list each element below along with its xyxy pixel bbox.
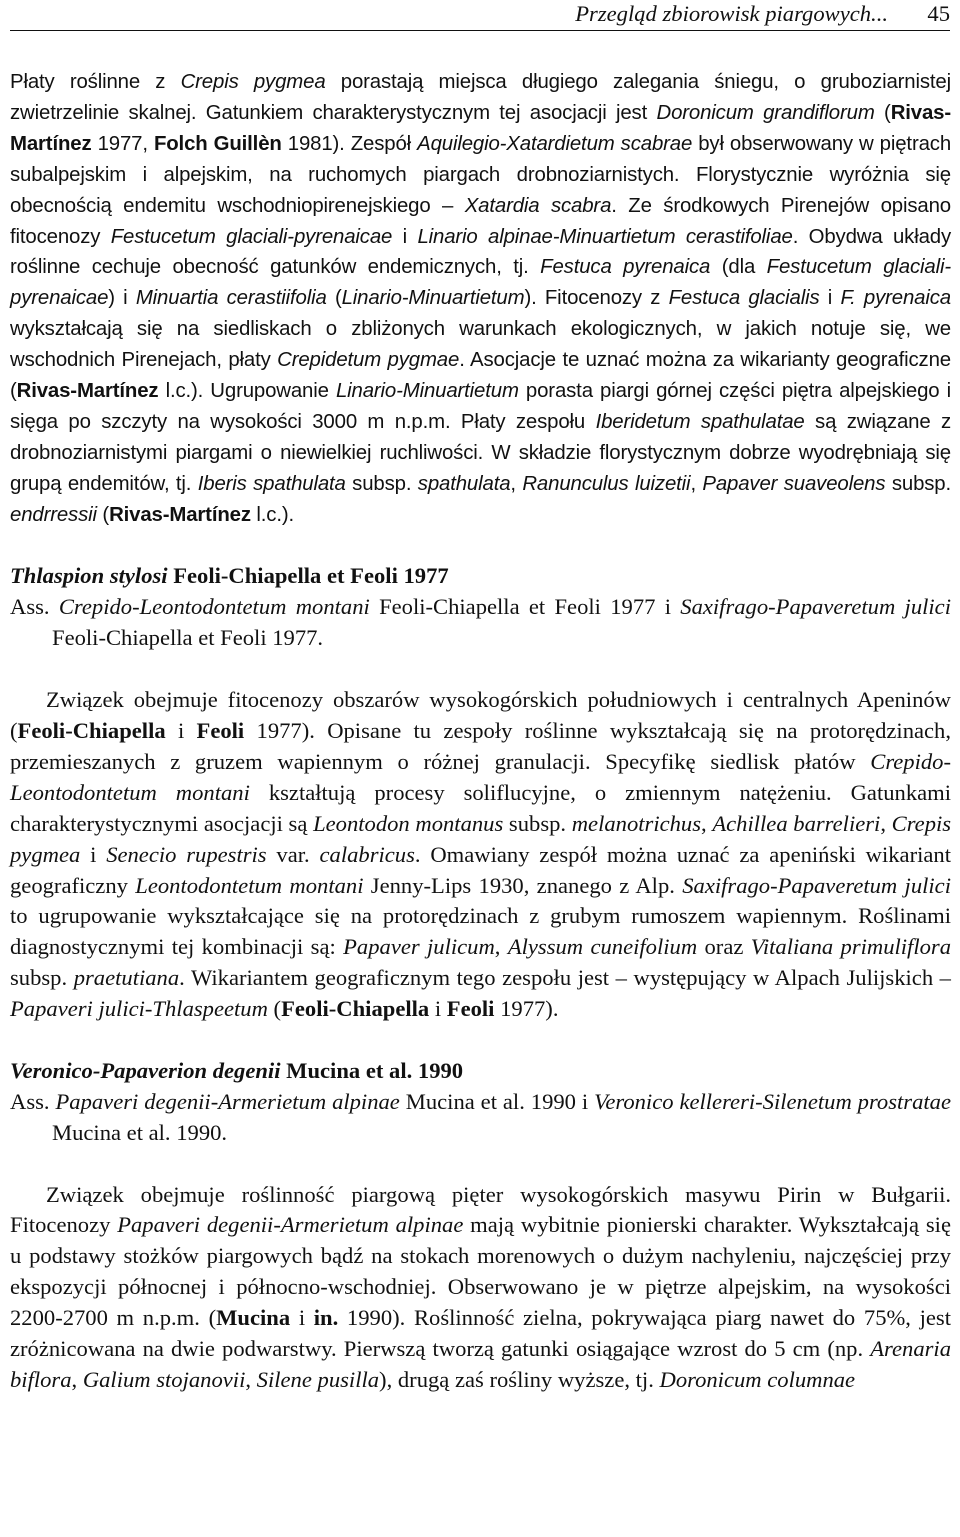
text-run: i — [429, 996, 447, 1022]
page-body — [10, 67, 951, 1396]
text-run: Papaveri degenii-Armerietum alpinae — [117, 1212, 464, 1238]
text-run: Aquilegio-Xatardietum scabrae — [417, 132, 693, 155]
text-run: Papaveri julici-Thlaspeetum — [10, 996, 268, 1022]
paragraph-pirin — [10, 1180, 951, 1396]
text-run: melanotrichus — [571, 810, 702, 836]
text-run: Związek obejmuje fitocenozy obszarów wysokogórskich południowych i centralnych Apeninów ( — [10, 687, 951, 743]
text-run: , — [510, 472, 523, 495]
text-run: l.c.). — [250, 503, 295, 526]
text-run: Ranunculus luizetii — [522, 472, 691, 495]
text-run: ), drugą zaś rośliny wyższe, tj. — [379, 1367, 660, 1392]
text-run: 1981). Zespół — [281, 132, 418, 155]
text-run: Linario-Minuartietum — [335, 380, 519, 403]
text-run: Senecio rupestris — [106, 841, 267, 867]
text-run: Linario-Minuartietum — [341, 287, 525, 310]
text-run: Mucina et al. 1990 — [280, 1057, 464, 1083]
text-run: Achillea barrelieri — [712, 810, 881, 836]
text-run: F. pyrenaica — [840, 287, 951, 310]
text-run: ( — [96, 503, 110, 526]
text-run: Jenny-Lips 1930, znanego z Alp. — [363, 872, 683, 898]
text-run: 1977). — [494, 996, 559, 1022]
synonym-papaveri-degenii — [10, 1087, 951, 1149]
text-run: Mucina et al. 1990. — [52, 1119, 228, 1145]
text-run: subsp. — [10, 965, 74, 991]
text-run: Festuca glacialis — [668, 287, 820, 310]
text-run: . Asocjacje te uznać można za wikarianty geograficzne ( — [10, 349, 951, 403]
text-run: Papaveri degenii-Armerietum alpinae — [55, 1088, 400, 1114]
text-run: Vitaliana primuliflora — [750, 934, 952, 960]
text-run: , — [701, 810, 713, 836]
text-run: mają wybitnie pionierski charakter. Wykształcają się u podstawy stożków piargowych bądź na stokach morenowych o dużym nachyleniu, najczęściej przy ekspozycji północnej i północno-wschodniej. Obserwowano je w piętrze alpejskim, na wysokości 2200-2700 m n.p.m. ( — [10, 1212, 951, 1331]
text-run: to ugrupowanie wykształcające się na protorędzinach z grubym rumoszem wapiennym. Roślinami diagnostycznymi tej kombinacji są: — [10, 903, 951, 960]
text-run: , — [494, 934, 508, 960]
text-run: l.c.). Ugrupowanie — [158, 380, 336, 403]
text-run: ) i — [108, 287, 136, 310]
text-run: Linario alpinae-Minuartietum cerastifoliae — [417, 225, 793, 248]
text-run: ( — [326, 287, 342, 310]
text-run: , — [690, 472, 703, 495]
synonym-crepido-leontodontetum — [10, 592, 951, 654]
text-run: Arenaria biflora — [10, 1336, 951, 1392]
text-run: Rivas-Martínez — [109, 503, 251, 526]
text-run: Związek obejmuje roślinność piargową pięter wysokogórskich masywu Pirin w Bułgarii. Fitocenozy — [10, 1181, 951, 1238]
text-run: spathulata — [417, 472, 511, 495]
text-run: 1977). Opisane tu zespoły roślinne wykształcają się na protorędzinach, przemieszanych z gruzem wapiennym o różnej granulacji. Specyfikę siedlisk płatów — [10, 718, 951, 774]
text-run: Feoli-Chiapella et Feoli 1977 i — [369, 594, 681, 620]
text-run: wykształcają się na siedliskach o zbliżonych warunkach ekologicznych, w jakich notuje się, we wschodnich Pirenejach, płaty — [10, 318, 951, 372]
text-run: endrressii — [10, 503, 97, 526]
text-run: praetutiana — [73, 965, 180, 991]
text-run: Crepido-Leontodontetum montani — [58, 594, 370, 620]
text-run: ( — [267, 996, 282, 1022]
text-run: Feoli-Chiapella et Feoli 1977 — [167, 563, 449, 589]
text-run: Płaty roślinne z — [10, 71, 181, 93]
text-run: i — [290, 1305, 314, 1331]
text-run: Crepis pygmea — [180, 71, 326, 93]
text-run: Veronico kellereri-Silenetum prostratae — [594, 1088, 951, 1114]
running-title: Przegląd zbiorowisk piargowych... — [575, 1, 888, 26]
text-run: Silene pusilla — [256, 1367, 380, 1392]
text-run: ). Fitocenozy z — [524, 287, 669, 310]
page-number: 45 — [927, 1, 950, 26]
paragraph-apennines — [10, 685, 951, 1025]
text-run: Crepidetum pygmae — [277, 349, 460, 372]
text-run: in. — [313, 1305, 339, 1331]
text-run: 1990). Roślinność zielna, pokrywająca piarg nawet do 75%, jest zróżnicowana na dwie podwarstwy. Pierwszą tworzą gatunki osiągające wzrost do 5 cm (np. — [10, 1305, 951, 1362]
text-run: Iberis spathulata — [197, 472, 346, 495]
text-run: Xatardia scabra — [464, 194, 612, 217]
text-run: Leontodontetum montani — [135, 872, 364, 898]
text-run: . Obydwa układy roślinne cechuje obecność gatunków endemicznych, tj. — [10, 225, 951, 279]
section-heading-veronico-papaverion — [10, 1056, 951, 1087]
text-run: Papaver suaveolens — [702, 472, 886, 495]
text-run: i — [80, 841, 107, 867]
text-run: kształtują procesy soliflucyjne, o zmiennym natężeniu. Gatunkami charakterystycznymi asocjacji są — [10, 779, 952, 836]
text-run: ( — [874, 101, 891, 124]
text-run: Crepis pygmea — [10, 810, 952, 867]
text-run: Papaver julicum — [343, 934, 495, 960]
text-run: calabricus — [319, 841, 415, 867]
text-run: Feoli — [446, 996, 495, 1022]
text-run: Rivas-Martínez — [16, 380, 159, 403]
text-run: Saxifrago-Papaveretum julici — [682, 872, 951, 898]
text-run: są związane z drobnoziarnistymi piargami o niewielkiej ruchliwości. W składzie florystycznym dobrze wyodrębniają się grupą endemitów, tj. — [10, 410, 951, 495]
text-run: i — [165, 718, 197, 743]
text-run: , — [245, 1367, 257, 1392]
running-header — [10, 0, 950, 31]
text-run: Feoli-Chiapella — [17, 718, 166, 743]
text-run: Festucetum glaciali-pyrenaicae — [10, 256, 951, 310]
text-run: porasta piargi górnej części piętra alpejskiego i sięga po szczyty na wysokości 3000 m n.p.m. Płaty zespołu — [10, 380, 951, 433]
text-run: Feoli — [196, 718, 245, 743]
text-run: Ass. — [10, 594, 59, 620]
text-run: Festuca pyrenaica — [540, 256, 711, 279]
text-run: Galium stojanovii — [82, 1367, 246, 1392]
text-run: Crepido-Leontodontetum montani — [10, 748, 951, 805]
text-run: Ass. — [10, 1088, 56, 1114]
text-run: . Ze środkowych Pirenejów opisano fitocenozy — [10, 194, 951, 248]
text-run: i — [819, 287, 841, 310]
text-run: subsp. — [345, 472, 418, 495]
text-run: Doronicum columnae — [659, 1367, 856, 1392]
text-run: Mucina — [216, 1305, 291, 1331]
text-run: Mucina et al. 1990 i — [399, 1088, 595, 1114]
text-run: oraz — [697, 934, 751, 960]
text-run: Iberidetum spathulatae — [595, 410, 805, 433]
text-run: porastają miejsca długiego zalegania śniegu, o gruboziarnistej zwietrzelinie skalnej. Gatunkiem charakterystycznym tej asocjacji jest — [10, 71, 951, 124]
text-run: Saxifrago-Papaveretum julici — [680, 594, 951, 620]
text-run: . Omawiany zespół można uznać za apeniński wikariant geograficzny — [10, 841, 951, 898]
text-run: Veronico-Papaverion degenii — [10, 1057, 281, 1083]
text-run: Minuartia cerastiifolia — [135, 287, 327, 310]
section-heading-thlaspion — [10, 561, 951, 592]
text-run: . Wikariantem geograficznym tego zespołu jest – występujący w Alpach Julijskich – — [179, 965, 951, 991]
text-run: Rivas-Martínez — [10, 101, 951, 155]
text-run: subsp. — [885, 472, 952, 495]
text-run: Feoli-Chiapella et Feoli 1977. — [52, 625, 324, 651]
text-run: var. — [266, 841, 320, 867]
text-run: (dla — [710, 256, 767, 279]
text-run: subsp. — [503, 810, 572, 836]
text-run: Alyssum cuneifolium — [507, 934, 698, 960]
text-run: Festucetum glaciali-pyrenaicae — [110, 225, 393, 248]
text-run: , — [71, 1367, 83, 1392]
text-run: Doronicum grandiflorum — [656, 101, 875, 124]
text-run: był obserwowany w piętrach subalpejskim i alpejskim, na ruchomych piargach drobnoziarnistych. Florystycznie wyróżnia się obecnością endemitu wschodniopirenejskiego – — [10, 132, 952, 217]
text-run: 1977, — [91, 132, 154, 155]
text-run: Folch Guillèn — [153, 132, 282, 155]
paragraph-crepis-pygmea — [10, 67, 951, 531]
text-run: Thlaspion stylosi — [10, 563, 168, 589]
text-run: Feoli-Chiapella — [281, 996, 430, 1022]
text-run: , — [880, 810, 892, 836]
text-run: i — [392, 225, 418, 248]
text-run: Leontodon montanus — [313, 810, 504, 836]
